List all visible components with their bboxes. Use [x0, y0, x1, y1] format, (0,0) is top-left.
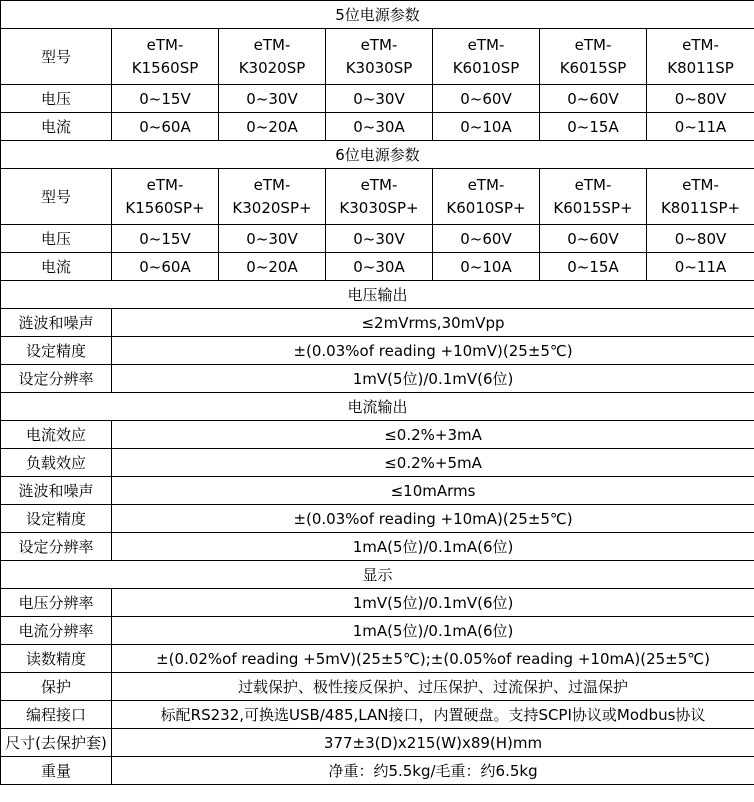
spec-label: 读数精度: [1, 645, 112, 673]
group5-current-value: 0~60A: [112, 113, 219, 141]
group6-model-cell: eTM- K1560SP+: [112, 169, 219, 225]
group5-model-cell: eTM- K1560SP: [112, 29, 219, 85]
spec-value: ≤2mVrms,30mVpp: [112, 309, 754, 337]
spec-row: [1, 673, 754, 701]
group5-title: 5位电源参数: [1, 1, 754, 29]
group5-title-row: [1, 1, 754, 29]
group5-current-label: 电流: [1, 113, 112, 141]
display-title: 显示: [1, 561, 754, 589]
spec-label: 保护: [1, 673, 112, 701]
group6-current-value: 0~11A: [647, 253, 754, 281]
group6-model-cell: eTM- K8011SP+: [647, 169, 754, 225]
group5-model-cell: eTM- K6010SP: [433, 29, 540, 85]
spec-row: [1, 477, 754, 505]
group5-voltage-row: [1, 85, 754, 113]
spec-value: 1mV(5位)/0.1mV(6位): [112, 589, 754, 617]
spec-value: 377±3(D)x215(W)x89(H)mm: [112, 729, 754, 757]
spec-value: ≤0.2%+5mA: [112, 449, 754, 477]
spec-row: [1, 421, 754, 449]
group6-voltage-value: 0~30V: [326, 225, 433, 253]
spec-row: [1, 729, 754, 757]
spec-label: 涟波和噪声: [1, 477, 112, 505]
spec-label: 尺寸(去保护套): [1, 729, 112, 757]
group6-current-value: 0~30A: [326, 253, 433, 281]
group5-voltage-value: 0~15V: [112, 85, 219, 113]
group6-current-value: 0~60A: [112, 253, 219, 281]
group6-voltage-label: 电压: [1, 225, 112, 253]
group5-voltage-value: 0~30V: [219, 85, 326, 113]
spec-row: [1, 617, 754, 645]
group6-model-cell: eTM- K3020SP+: [219, 169, 326, 225]
voltage-output-title: 电压输出: [1, 281, 754, 309]
group5-model-cell: eTM- K3030SP: [326, 29, 433, 85]
group5-model-cell: eTM- K3020SP: [219, 29, 326, 85]
group5-current-value: 0~11A: [647, 113, 754, 141]
group5-model-cell: eTM- K8011SP: [647, 29, 754, 85]
group5-current-row: [1, 113, 754, 141]
spec-value: 标配RS232,可换选USB/485,LAN接口，内置硬盘。支持SCPI协议或Modbus协议: [112, 701, 754, 729]
group6-current-label: 电流: [1, 253, 112, 281]
current-output-title: 电流输出: [1, 393, 754, 421]
group6-model-label: 型号: [1, 169, 112, 225]
display-title-row: [1, 561, 754, 589]
spec-row: [1, 449, 754, 477]
spec-value: 1mA(5位)/0.1mA(6位): [112, 533, 754, 561]
spec-label: 设定精度: [1, 505, 112, 533]
group6-model-cell: eTM- K3030SP+: [326, 169, 433, 225]
spec-row: [1, 701, 754, 729]
spec-label: 电流分辨率: [1, 617, 112, 645]
spec-value: ±(0.03%of reading +10mV)(25±5℃): [112, 337, 754, 365]
group5-voltage-value: 0~60V: [540, 85, 647, 113]
spec-label: 电压分辨率: [1, 589, 112, 617]
group6-model-cell: eTM- K6015SP+: [540, 169, 647, 225]
voltage-output-title-row: [1, 281, 754, 309]
group6-current-value: 0~15A: [540, 253, 647, 281]
group6-voltage-value: 0~30V: [219, 225, 326, 253]
group6-title: 6位电源参数: [1, 141, 754, 169]
spec-row: [1, 589, 754, 617]
group6-voltage-value: 0~60V: [540, 225, 647, 253]
group5-voltage-value: 0~30V: [326, 85, 433, 113]
group6-current-value: 0~10A: [433, 253, 540, 281]
spec-label: 设定分辨率: [1, 365, 112, 393]
group6-model-cell: eTM- K6010SP+: [433, 169, 540, 225]
spec-label: 编程接口: [1, 701, 112, 729]
spec-label: 设定精度: [1, 337, 112, 365]
spec-row: [1, 309, 754, 337]
group6-voltage-value: 0~60V: [433, 225, 540, 253]
group5-voltage-value: 0~80V: [647, 85, 754, 113]
group6-current-value: 0~20A: [219, 253, 326, 281]
spec-label: 负载效应: [1, 449, 112, 477]
group5-current-value: 0~20A: [219, 113, 326, 141]
spec-row: [1, 757, 754, 785]
group6-voltage-value: 0~15V: [112, 225, 219, 253]
spec-value: 1mA(5位)/0.1mA(6位): [112, 617, 754, 645]
group6-title-row: [1, 141, 754, 169]
spec-row: [1, 505, 754, 533]
group5-model-row: [1, 29, 754, 85]
spec-value: 过载保护、极性接反保护、过压保护、过流保护、过温保护: [112, 673, 754, 701]
spec-value: ±(0.02%of reading +5mV)(25±5℃);±(0.05%of reading +10mA)(25±5℃): [112, 645, 754, 673]
group6-voltage-value: 0~80V: [647, 225, 754, 253]
spec-value: ±(0.03%of reading +10mA)(25±5℃): [112, 505, 754, 533]
group5-current-value: 0~10A: [433, 113, 540, 141]
spec-label: 重量: [1, 757, 112, 785]
spec-label: 涟波和噪声: [1, 309, 112, 337]
group6-model-row: [1, 169, 754, 225]
group6-voltage-row: [1, 225, 754, 253]
spec-row: [1, 533, 754, 561]
group5-model-cell: eTM- K6015SP: [540, 29, 647, 85]
spec-row: [1, 645, 754, 673]
spec-label: 电流效应: [1, 421, 112, 449]
group5-model-label: 型号: [1, 29, 112, 85]
spec-value: 1mV(5位)/0.1mV(6位): [112, 365, 754, 393]
current-output-title-row: [1, 393, 754, 421]
spec-label: 设定分辨率: [1, 533, 112, 561]
group5-voltage-label: 电压: [1, 85, 112, 113]
group5-voltage-value: 0~60V: [433, 85, 540, 113]
group5-current-value: 0~15A: [540, 113, 647, 141]
spec-row: [1, 337, 754, 365]
spec-row: [1, 365, 754, 393]
group6-current-row: [1, 253, 754, 281]
spec-value: 净重：约5.5kg/毛重：约6.5kg: [112, 757, 754, 785]
group5-current-value: 0~30A: [326, 113, 433, 141]
spec-value: ≤10mArms: [112, 477, 754, 505]
spec-value: ≤0.2%+3mA: [112, 421, 754, 449]
